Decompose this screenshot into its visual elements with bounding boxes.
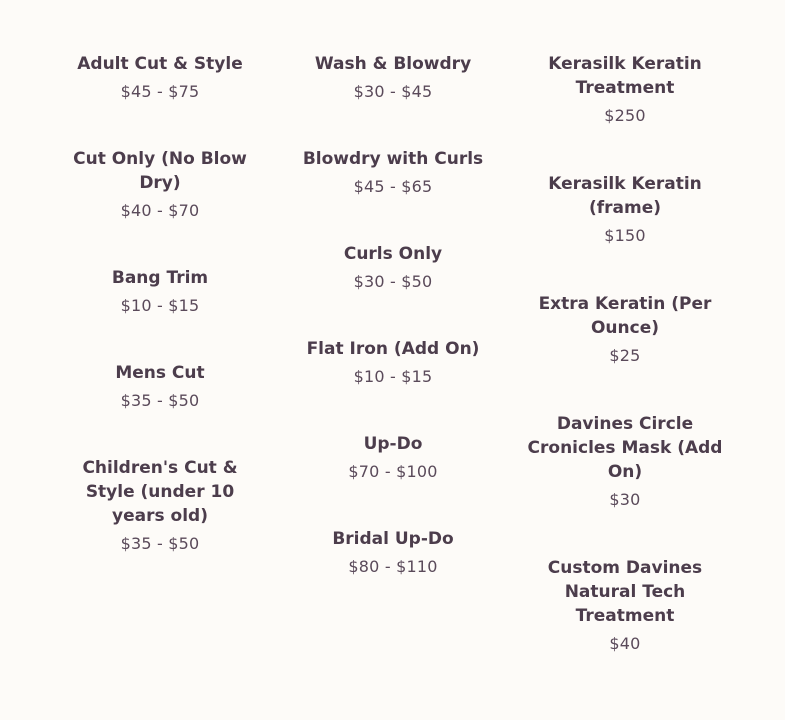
service-item [293, 242, 493, 291]
service-price: $70 - $100 [348, 462, 438, 481]
service-name: Adult Cut & Style [77, 54, 243, 74]
service-price: $45 - $75 [120, 82, 200, 101]
service-price: $25 [609, 346, 641, 365]
service-item [293, 147, 493, 196]
service-item [60, 456, 260, 553]
service-name: Wash & Blowdry [314, 54, 472, 74]
service-price: $40 - $70 [120, 201, 200, 220]
service-price: $35 - $50 [120, 391, 200, 410]
service-price: $35 - $50 [120, 534, 200, 553]
service-price: $40 [609, 634, 641, 653]
service-item [60, 52, 260, 101]
service-price: $30 - $45 [353, 82, 433, 101]
service-name: Bridal Up-Do [332, 529, 454, 549]
service-name: Custom Davines Natural Tech Treatment [547, 558, 703, 626]
service-item [525, 556, 725, 653]
service-price: $45 - $65 [353, 177, 433, 196]
service-name: Children's Cut & Style (under 10 years old) [82, 458, 238, 526]
service-name: Flat Iron (Add On) [306, 339, 480, 359]
services-column-3 [525, 52, 725, 700]
service-item [60, 147, 260, 220]
service-item [293, 52, 493, 101]
service-price: $10 - $15 [120, 296, 200, 315]
service-item [60, 361, 260, 410]
service-item [293, 432, 493, 481]
service-item [525, 172, 725, 245]
service-item [525, 292, 725, 365]
service-item [60, 266, 260, 315]
service-price: $80 - $110 [348, 557, 438, 576]
service-name: Kerasilk Keratin Treatment [548, 54, 702, 98]
service-item [293, 527, 493, 576]
service-price: $150 [604, 226, 646, 245]
service-item [525, 412, 725, 509]
service-item [525, 52, 725, 125]
service-name: Cut Only (No Blow Dry) [73, 149, 247, 193]
services-column-2 [293, 52, 493, 622]
service-name: Bang Trim [111, 268, 209, 288]
service-name: Kerasilk Keratin (frame) [548, 174, 702, 218]
service-price: $30 - $50 [353, 272, 433, 291]
service-price: $30 [609, 490, 641, 509]
service-name: Extra Keratin (Per Ounce) [538, 294, 712, 338]
service-item [293, 337, 493, 386]
service-name: Davines Circle Cronicles Mask (Add On) [527, 414, 723, 482]
service-name: Blowdry with Curls [302, 149, 484, 169]
service-name: Curls Only [343, 244, 443, 264]
service-name: Up-Do [363, 434, 423, 454]
services-column-1 [60, 52, 260, 599]
service-price: $250 [604, 106, 646, 125]
service-name: Mens Cut [115, 363, 205, 383]
service-price: $10 - $15 [353, 367, 433, 386]
